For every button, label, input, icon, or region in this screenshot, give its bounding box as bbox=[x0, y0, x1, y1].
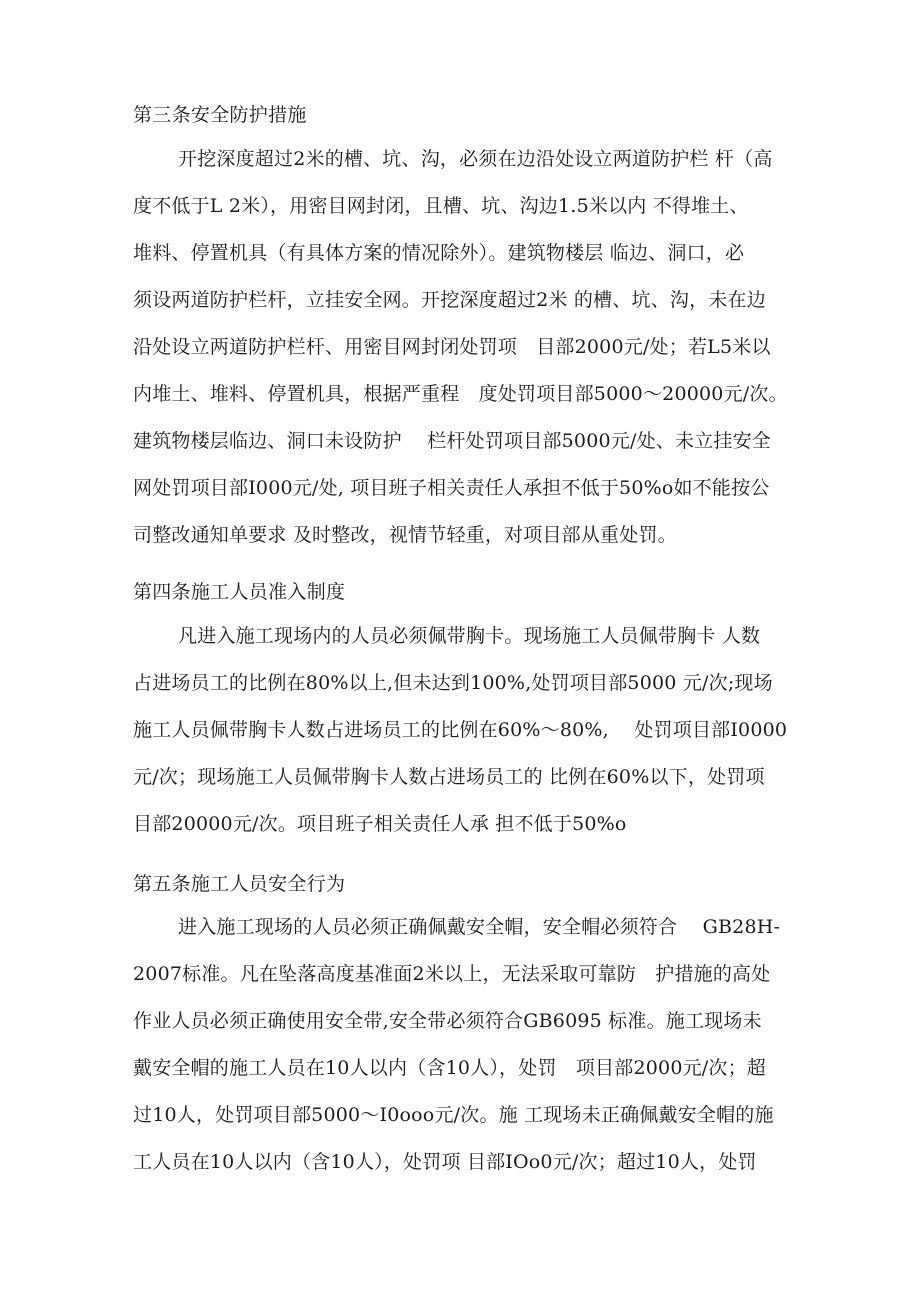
paragraph-line: 度不低于L 2米），用密目网封闭，且槽、坑、沟边1.5米以内 不得堆土、 bbox=[133, 195, 749, 217]
section-4-paragraph bbox=[133, 613, 793, 848]
paragraph-line: 内堆土、堆料、停置机具，根据严重程 度处罚项目部5000～20000元/次。 bbox=[133, 383, 788, 405]
paragraph-line: 进入施工现场的人员必须正确佩戴安全帽，安全帽必须符合 GB28H- bbox=[178, 916, 781, 938]
paragraph-line: 占进场员工的比例在80%以上,但未达到100%,处罚项目部5000 元/次;现场 bbox=[133, 672, 773, 694]
paragraph-line: 工人员在10人以内（含10人），处罚项 目部IOo0元/次；超过10人，处罚 bbox=[133, 1151, 757, 1173]
paragraph-line: 沿处设立两道防护栏杆、用密目网封闭处罚项 目部2000元/处；若L5米以 bbox=[133, 336, 771, 358]
paragraph-line: 过10人，处罚项目部5000～I0ooo元/次。施 工现场未正确佩戴安全帽的施 bbox=[133, 1104, 774, 1126]
paragraph-line: 目部20000元/次。项目班子相关责任人承 担不低于50%o bbox=[133, 813, 627, 835]
paragraph-line: 元/次；现场施工人员佩带胸卡人数占进场员工的 比例在60%以下，处罚项 bbox=[133, 766, 765, 788]
section-heading-3: 第三条安全防护措施 bbox=[133, 104, 307, 126]
paragraph-line: 施工人员佩带胸卡人数占进场员工的比例在60%～80%, 处罚项目部I0000 bbox=[133, 719, 788, 741]
paragraph-line: 2007标准。凡在坠落高度基准面2米以上，无法采取可靠防 护措施的高处 bbox=[133, 963, 771, 985]
section-heading-5: 第五条施工人员安全行为 bbox=[133, 873, 346, 895]
paragraph-line: 堆料、停置机具（有具体方案的情况除外）。建筑物楼层 临边、洞口，必 bbox=[133, 242, 745, 264]
paragraph-line: 网处罚项目部I000元/处, 项目班子相关责任人承担不低于50%o如不能按公 bbox=[133, 477, 770, 499]
paragraph-line: 作业人员必须正确使用安全带,安全带必须符合GB6095 标准。施工现场未 bbox=[133, 1010, 762, 1032]
paragraph-line: 开挖深度超过2米的槽、坑、沟，必须在边沿处设立两道防护栏 杆（高 bbox=[178, 148, 773, 170]
paragraph-line: 戴安全帽的施工人员在10人以内（含10人），处罚 项目部2000元/次；超 bbox=[133, 1057, 767, 1079]
paragraph-line: 司整改通知单要求 及时整改，视情节轻重，对项目部从重处罚。 bbox=[133, 524, 677, 546]
section-3-paragraph bbox=[133, 136, 793, 559]
paragraph-line: 须设两道防护栏杆，立挂安全网。开挖深度超过2米 的槽、坑、沟，未在边 bbox=[133, 289, 766, 311]
paragraph-line: 建筑物楼层临边、洞口未设防护 栏杆处罚项目部5000元/处、未立挂安全 bbox=[133, 430, 771, 452]
section-5-paragraph bbox=[133, 904, 793, 1186]
paragraph-line: 凡进入施工现场内的人员必须佩带胸卡。现场施工人员佩带胸卡 人数 bbox=[178, 625, 761, 647]
section-heading-4: 第四条施工人员准入制度 bbox=[133, 581, 346, 603]
